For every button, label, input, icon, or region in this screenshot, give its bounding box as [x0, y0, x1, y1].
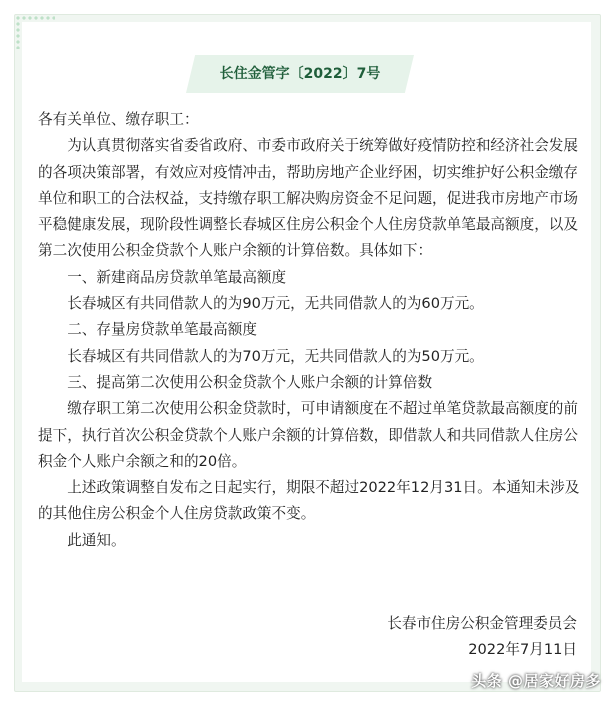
signature-org: 长春市住房公积金管理委员会 [387, 615, 577, 632]
paragraph-section-1: 长春城区有共同借款人的为90万元，无共同借款人的为60万元。 [67, 295, 484, 313]
paragraph-policy-term: 上述政策调整自发布之日起实行，期限不超过2022年12月31日。本通知未涉及的其他住房公积金个人住房贷款政策不变。 [38, 479, 580, 523]
document-body [38, 107, 586, 554]
signature-date: 2022年7月11日 [468, 641, 577, 658]
document-number: 长住金管字〔2022〕7号 [219, 66, 381, 82]
section-heading-3: 三、提高第二次使用公积金贷款个人账户余额的计算倍数 [67, 373, 433, 391]
paragraph-closing: 此通知。 [67, 531, 126, 549]
salutation: 各有关单位、缴存职工： [38, 111, 199, 128]
paragraph-intro: 为认真贯彻落实省委省政府、市委市政府关于统筹做好疫情防控和经济社会发展的各项决策部署，有效应对疫情冲击，帮助房地产企业纾困，切实维护好公积金缴存单位和职工的合法权益，支持缴存职工解决购房资金不足问题，促进我市房地产市场平稳健康发展，现阶段性调整长春城区住房公积金个人住房贷款单笔最高额度，以及第二次使用公积金贷款个人账户余额的计算倍数。具体如下： [38, 137, 578, 260]
section-heading-2: 二、存量房贷款单笔最高额度 [67, 321, 257, 339]
section-heading-1: 一、新建商品房贷款单笔最高额度 [67, 268, 287, 286]
paragraph-section-2: 长春城区有共同借款人的为70万元，无共同借款人的为50万元。 [67, 347, 484, 365]
watermark: 头条 @居家好房多 [471, 672, 601, 690]
paragraph-section-3: 缴存职工第二次使用公积金贷款时，可申请额度在不超过单笔贷款最高额度的前提下，执行首次公积金贷款个人账户余额的计算倍数，即借款人和共同借款人住房公积金个人账户余额之和的20倍。 [38, 400, 578, 470]
